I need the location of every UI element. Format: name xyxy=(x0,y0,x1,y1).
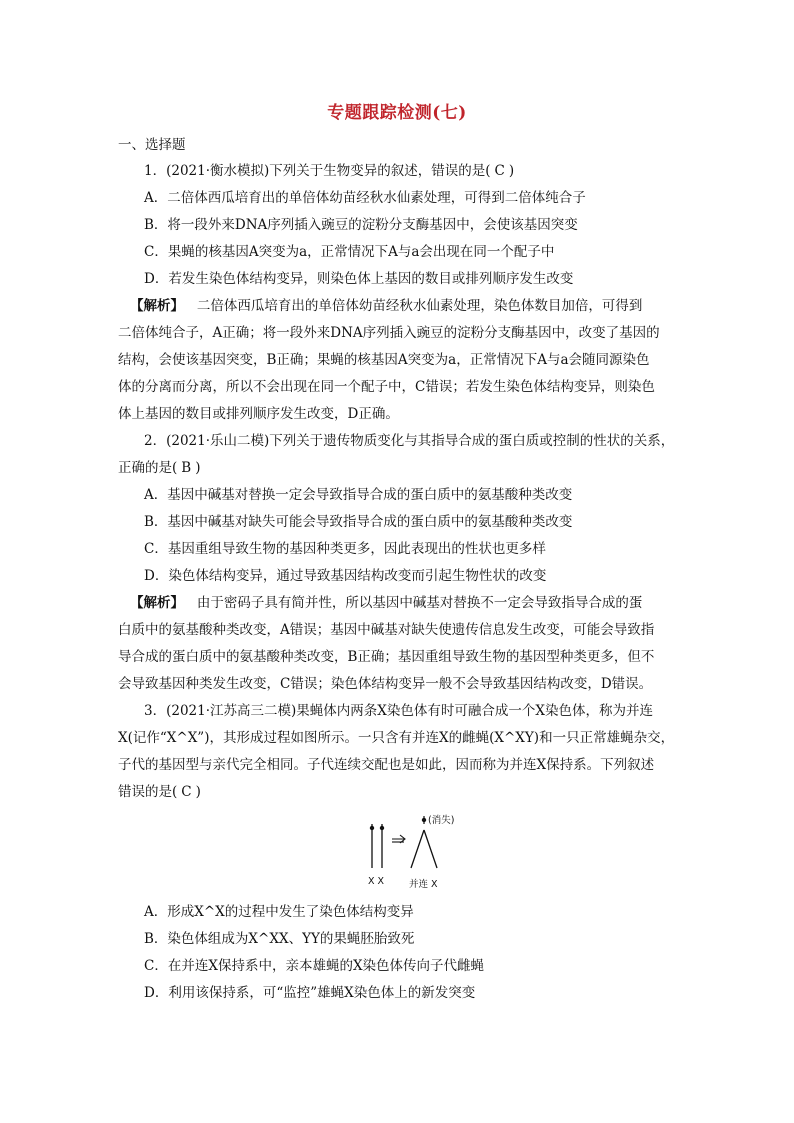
chromosome-diagram xyxy=(364,812,464,890)
question-3-stem-text: 错误的是( xyxy=(118,784,178,800)
question-2-stem: 2．(2021·乐山二模)下列关于遗传物质变化与其指导合成的蛋白质或控制的性状的关系， xyxy=(144,433,675,449)
question-1-answer: C xyxy=(494,163,505,179)
question-3-option-a: A．形成X^X的过程中发生了染色体结构变异 xyxy=(144,904,414,920)
question-1-analysis-line: 二倍体纯合子，A正确；将一段外来DNA序列插入豌豆的淀粉分支酶基因中，改变了基因的 xyxy=(118,325,660,341)
attached-x-chromosome xyxy=(411,830,437,868)
label-xx: X X xyxy=(368,876,385,887)
section-heading: 一、选择题 xyxy=(118,137,186,153)
analysis-tag: 【解析】 xyxy=(130,595,184,611)
question-2-analysis-line xyxy=(130,594,690,612)
label-attached-x: 并连 X xyxy=(409,879,438,890)
centromere-right xyxy=(380,826,384,830)
question-2-analysis-line: 白质中的氨基酸种类改变，A错误；基因中碱基对缺失使遗传信息发生改变，可能会导致指 xyxy=(118,622,655,638)
centromere-left xyxy=(370,826,374,830)
question-2-analysis-line: 导合成的蛋白质中的氨基酸种类改变，B正确；基因重组导致生物的基因型种类更多，但不 xyxy=(118,649,655,665)
question-1-stem-close: ) xyxy=(508,163,515,179)
question-1-option-b: B．将一段外来DNA序列插入豌豆的淀粉分支酶基因中，会使该基因突变 xyxy=(144,217,578,233)
question-3-option-b: B．染色体组成为X^XX、YY的果蝇胚胎致死 xyxy=(144,931,415,947)
question-1-analysis-line: 体的分离而分离，所以不会出现在同一个配子中，C错误；若发生染色体结构变异，则染色 xyxy=(118,379,655,395)
question-3-option-c: C．在并连X保持系中，亲本雄蝇的X染色体传向子代雌蝇 xyxy=(144,958,485,974)
question-1-analysis-line: 体上基因的数目或排列顺序发生改变，D正确。 xyxy=(118,406,399,422)
question-1-option-c: C．果蝇的核基因A突变为a，正常情况下A与a会出现在同一个配子中 xyxy=(144,244,555,260)
analysis-text: 二倍体西瓜培育出的单倍体幼苗经秋水仙素处理，染色体数目加倍，可得到 xyxy=(196,298,643,314)
analysis-text: 由于密码子具有简并性，所以基因中碱基对替换不一定会导致指导合成的蛋 xyxy=(196,595,643,611)
question-3-stem-line: X(记作“X^X”)，其形成过程如图所示。一只含有并连X的雌蝇(X^XY)和一只正常雄蝇杂交， xyxy=(118,730,675,746)
question-3-option-d: D．利用该保持系，可“监控”雄蝇X染色体上的新发突变 xyxy=(144,985,476,1001)
question-2-analysis-line: 会导致基因种类发生改变，C错误；染色体结构变异一般不会导致基因结构改变，D错误。 xyxy=(118,676,653,692)
question-3-stem-close: ) xyxy=(195,784,201,800)
question-2-option-a: A．基因中碱基对替换一定会导致指导合成的蛋白质中的氨基酸种类改变 xyxy=(144,487,573,503)
question-3-stem: 3．(2021·江苏高三二模)果蝇体内两条X染色体有时可融合成一个X染色体，称为并连 xyxy=(144,703,653,719)
analysis-tag: 【解析】 xyxy=(130,298,184,314)
question-1-stem-text: 1．(2021·衡水模拟)下列关于生物变异的叙述，错误的是( xyxy=(144,163,491,179)
label-lost: (消失) xyxy=(428,815,455,826)
question-1-option-d: D．若发生染色体结构变异，则染色体上基因的数目或排列顺序发生改变 xyxy=(144,271,574,287)
question-2-option-d: D．染色体结构变异，通过导致基因结构改变而引起生物性状的改变 xyxy=(144,568,547,584)
page-title: 专题跟踪检测(七) xyxy=(327,103,467,123)
question-2-stem-close: ) xyxy=(195,460,201,476)
question-1-analysis-line xyxy=(130,297,690,315)
question-3-stem-line xyxy=(118,783,678,801)
question-2-option-b: B．基因中碱基对缺失可能会导致指导合成的蛋白质中的氨基酸种类改变 xyxy=(144,514,573,530)
attached-x-figure xyxy=(364,812,464,890)
question-2-stem-line2 xyxy=(118,459,678,477)
question-1-option-a: A．二倍体西瓜培育出的单倍体幼苗经秋水仙素处理，可得到二倍体纯合子 xyxy=(144,190,586,206)
question-2-answer: B xyxy=(181,460,192,476)
question-2-stem-text: 正确的是( xyxy=(118,460,178,476)
question-2-option-c: C．基因重组导致生物的基因种类更多，因此表现出的性状也更多样 xyxy=(144,541,546,557)
question-3-stem-line: 子代的基因型与亲代完全相同。子代连续交配也是如此，因而称为并连X保持系。下列叙述 xyxy=(118,757,655,773)
question-1-analysis-line: 结构，会使该基因突变，B正确；果蝇的核基因A突变为a，正常情况下A与a会随同源染色 xyxy=(118,352,650,368)
question-1-stem xyxy=(144,162,678,180)
question-3-answer: C xyxy=(181,784,192,800)
